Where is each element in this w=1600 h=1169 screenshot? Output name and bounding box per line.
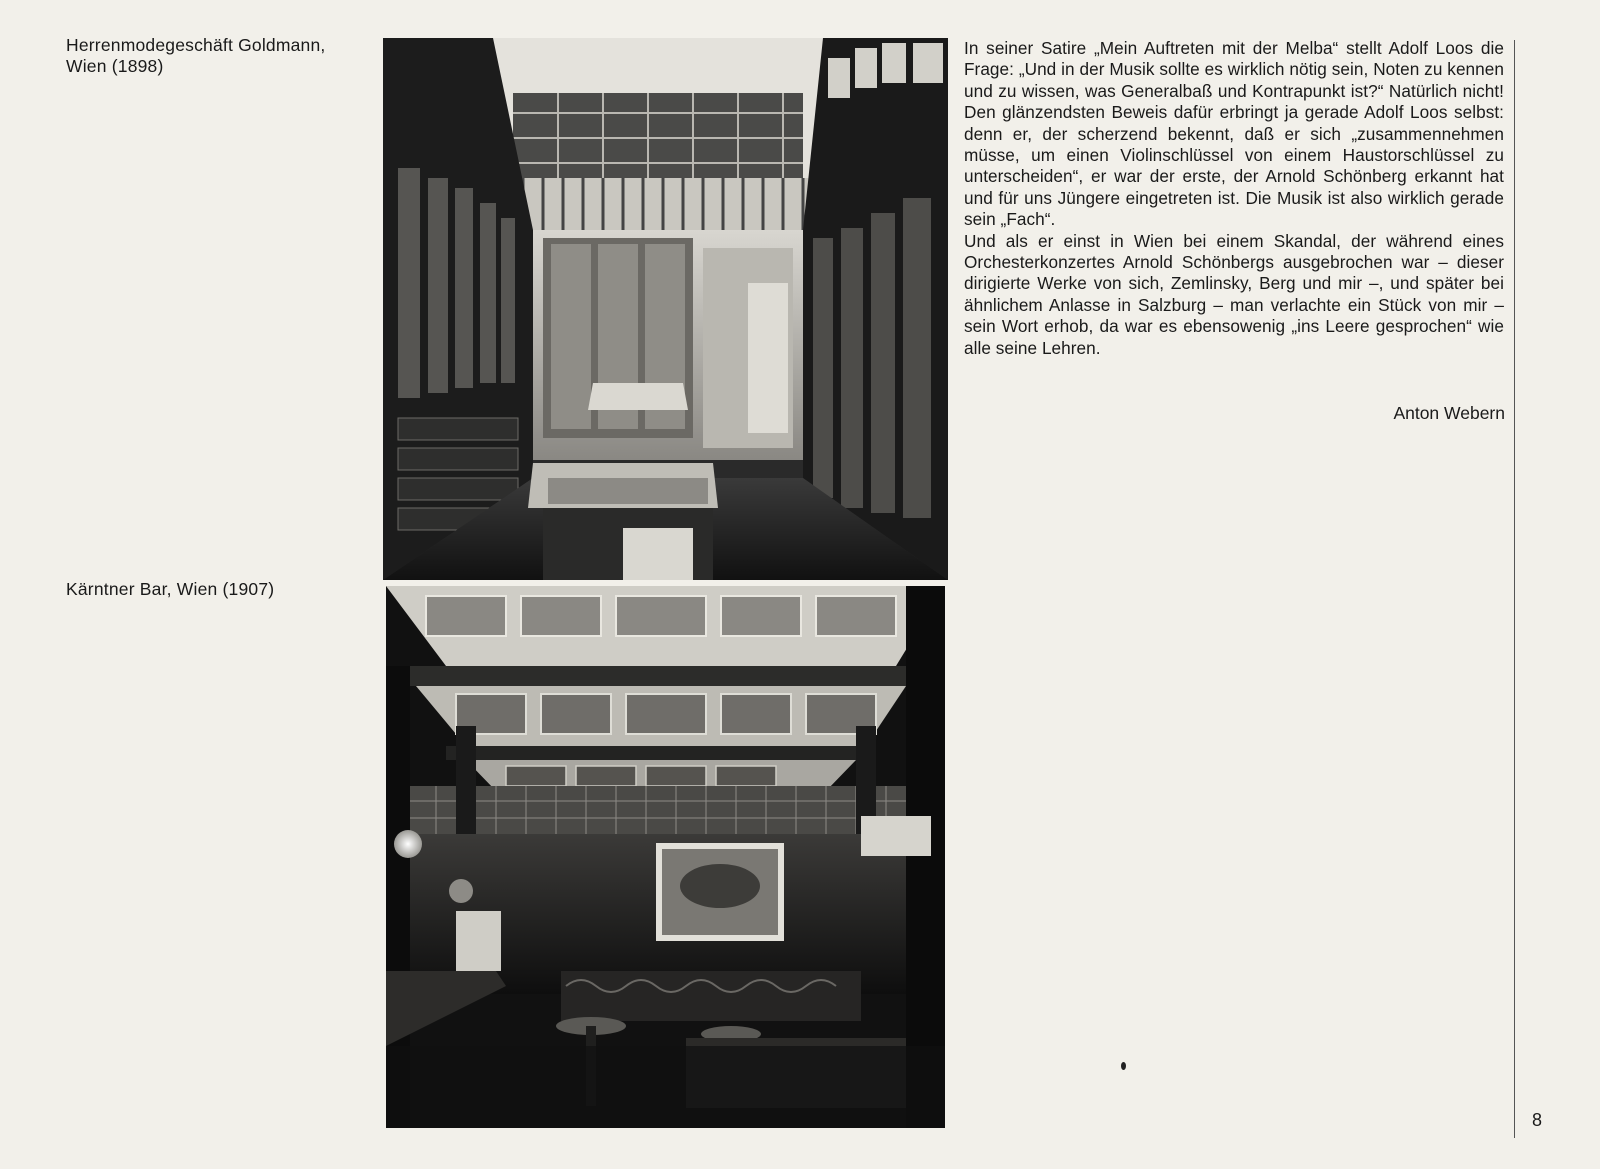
- ink-speck: [1121, 1062, 1126, 1070]
- page-number: 8: [1532, 1110, 1543, 1130]
- photo-goldmann-shop-interior: [383, 38, 948, 580]
- essay-author: Anton Webern: [1393, 403, 1505, 423]
- essay-text: [964, 38, 1504, 359]
- photo-kaerntner-bar-interior: [386, 586, 945, 1128]
- caption-goldmann-place-year: Wien (1898): [66, 56, 164, 76]
- essay-paragraph-1: In seiner Satire „Mein Auftreten mit der Melba“ stellt Adolf Loos die Frage: „Und in der Musik sollte es wirklich nötig sein, Noten zu kennen und zu wissen, was Generalbaß und Kontrapunkt ist?“ Natürlich nicht! Den glänzendsten Beweis dafür erbringt ja gerade Adolf Loos selbst: denn er, der scherzend bekennt, daß er sich „zusammennehmen müsse, um einen Violinschlüssel von einem Haustorschlüssel zu unterscheiden“, er war der erste, der Arnold Schönberg erkannt hat und für uns Jüngere eingetreten ist. Die Musik ist also wirklich gerade sein „Fach“.: [964, 38, 1504, 230]
- essay-paragraph-2: Und als er einst in Wien bei einem Skandal, der während eines Orchesterkonzertes Arnold Schönbergs ausgebrochen war – dieser dirigierte Werke von sich, Zemlinsky, Berg und mir –, und später bei ähnlichem Anlasse in Salzburg – man verlachte ein Stück von mir – sein Wort erhob, da war es ebensowenig „ins Leere gesprochen“ wie alle seine Lehren.: [964, 230, 1504, 358]
- photo-caption-goldmann: [66, 35, 366, 77]
- column-divider: [1514, 40, 1515, 1138]
- photo-caption-kaerntner-bar: [66, 579, 366, 600]
- caption-kaerntner-bar-title: Kärntner Bar, Wien (1907): [66, 579, 275, 599]
- caption-goldmann-title: Herrenmodegeschäft Goldmann,: [66, 35, 326, 55]
